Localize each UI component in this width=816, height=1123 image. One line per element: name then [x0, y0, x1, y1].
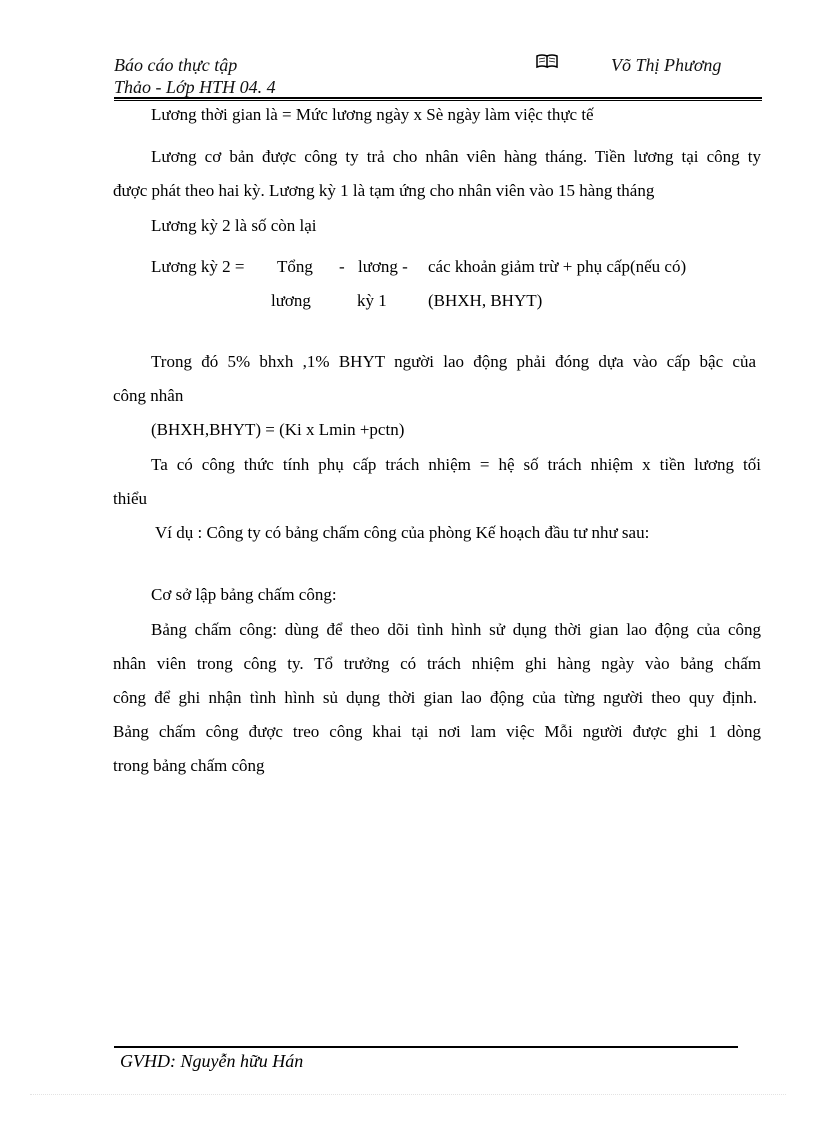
header-divider-thin — [114, 100, 762, 101]
paragraph-base-wage-line2: được phát theo hai kỳ. Lương kỳ 1 là tạm ứng cho nhân viên vào 15 hàng tháng — [113, 181, 655, 200]
paragraph-example: Ví dụ : Công ty có bảng chấm công của phòng Kế hoạch đầu tư như sau: — [155, 523, 650, 542]
paragraph-timesheet-line3: công để ghi nhận tình hình sủ dụng thời gian lao động của từng người theo quy định. — [113, 688, 758, 707]
header-class-line: Thảo - Lớp HTH 04. 4 — [114, 77, 276, 97]
page-bottom-dotted-line — [30, 1094, 786, 1095]
paragraph-timesheet-line2: nhân viên trong công ty. Tổ trưởng có trách nhiệm ghi hàng ngày vào bảng chấm — [113, 654, 761, 673]
book-icon — [536, 52, 558, 74]
paragraph-insurance-line2: công nhân — [113, 386, 184, 405]
paragraph-time-wage: Lương thời gian là = Mức lương ngày x Sè ngày làm việc thực tế — [151, 105, 594, 124]
paragraph-allowance-line2: thiểu — [113, 489, 147, 508]
formula-wage: lương - — [358, 257, 408, 276]
paragraph-insurance-line1: Trong đó 5% bhxh ,1% BHYT người lao động phải đóng dựa vào cấp bậc của — [151, 352, 756, 371]
paragraph-base-wage-line1: Lương cơ bản được công ty trả cho nhân viên hàng tháng. Tiền lương tại công ty — [151, 147, 761, 166]
header-report-title: Báo cáo thực tập — [114, 55, 238, 75]
formula-label: Lương kỳ 2 = — [151, 257, 245, 276]
formula-period1: kỳ 1 — [357, 291, 387, 310]
header-author: Võ Thị Phương — [611, 55, 722, 75]
paragraph-allowance-line1: Ta có công thức tính phụ cấp trách nhiệm = hệ số trách nhiệm x tiền lương tối — [151, 455, 761, 474]
header-divider — [114, 97, 762, 99]
paragraph-basis-heading: Cơ sở lập bảng chấm công: — [151, 585, 337, 604]
formula-insurance: (BHXH, BHYT) — [428, 291, 543, 310]
footer-advisor: GVHD: Nguyễn hữu Hán — [120, 1051, 304, 1071]
formula-deductions: các khoản giảm trừ + phụ cấp(nếu có) — [428, 257, 687, 276]
paragraph-insurance-formula: (BHXH,BHYT) = (Ki x Lmin +pctn) — [151, 420, 405, 439]
formula-minus: - — [339, 257, 345, 276]
footer-divider — [114, 1046, 738, 1048]
paragraph-timesheet-line1: Bảng chấm công: dùng để theo dõi tình hình sử dụng thời gian lao động của công — [151, 620, 761, 639]
paragraph-timesheet-line4: Bảng chấm công được treo công khai tại nơi lam việc Mỗi người được ghi 1 dòng — [113, 722, 761, 741]
formula-total-wage: lương — [271, 291, 311, 310]
paragraph-timesheet-line5: trong bảng chấm công — [113, 756, 265, 775]
paragraph-period2: Lương kỳ 2 là số còn lại — [151, 216, 317, 235]
formula-total: Tổng — [277, 257, 313, 276]
